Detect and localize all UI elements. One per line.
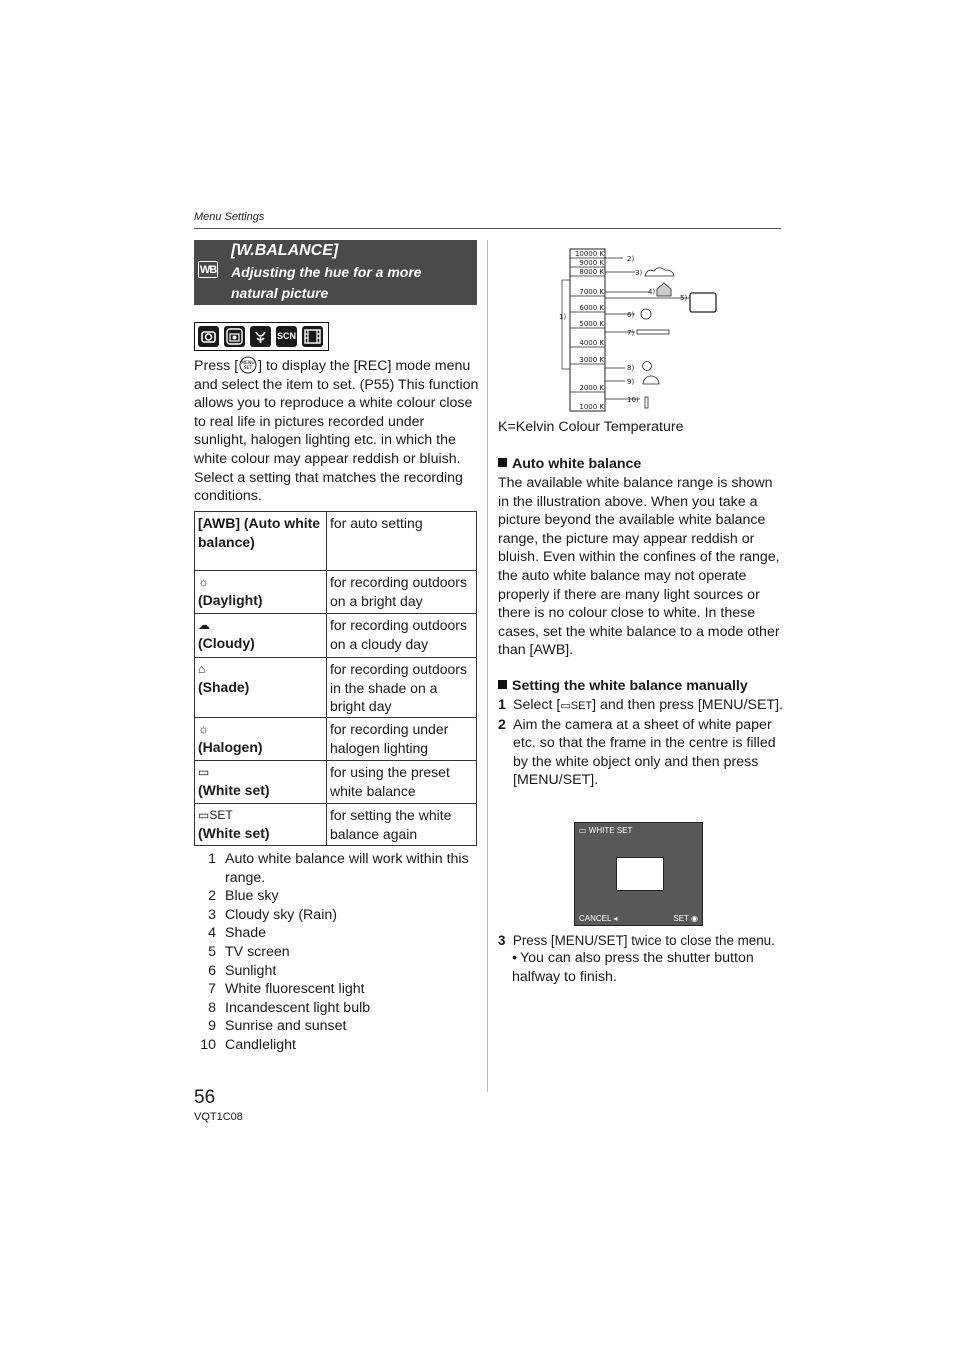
kelvin-label: 7000 K <box>579 288 604 296</box>
halogen-icon: ☼ <box>198 722 209 736</box>
setting-name: (Halogen) <box>198 739 263 755</box>
square-bullet-icon <box>498 680 507 689</box>
applicable-modes <box>194 322 329 351</box>
sunrise-icon <box>643 376 659 384</box>
list-item: 8 Incandescent light bulb <box>208 999 371 1016</box>
range-marker: 1) <box>559 313 567 321</box>
lcd-title: ▭ WHITE SET <box>579 826 633 835</box>
marker: 7) <box>627 329 635 337</box>
table-row <box>195 614 477 658</box>
white-set-icon: ▭SET <box>560 700 593 712</box>
list-item: 3 Cloudy sky (Rain) <box>208 906 337 923</box>
white-balance-table <box>194 511 477 846</box>
setting-desc: for recording outdoors in the shade on a bright day <box>327 658 477 718</box>
tv-icon <box>690 293 716 312</box>
step-2: 2 Aim the camera at a sheet of white paper etc. so that the frame in the centre is filled by the white object only and then press [MENU/SET]. <box>498 716 776 789</box>
list-item: 4 Shade <box>208 925 267 942</box>
lcd-cancel: CANCEL ◂ <box>579 914 618 923</box>
setting-desc: for auto setting <box>327 512 477 571</box>
motion-picture-mode-icon <box>302 326 323 347</box>
lcd-set: SET ◉ <box>673 914 698 923</box>
table-row <box>195 571 477 614</box>
awb-heading: Auto white balance <box>498 456 641 472</box>
simple-mode-icon <box>224 326 245 347</box>
cloudy-icon: ☁ <box>198 618 210 632</box>
list-item: 5 TV screen <box>208 943 290 960</box>
kelvin-label: 5000 K <box>579 320 604 328</box>
list-item: 2 Blue sky <box>208 888 279 905</box>
white-frame <box>616 857 664 891</box>
list-item: 9 Sunrise and sunset <box>208 1018 347 1035</box>
list-item: 7 White fluorescent light <box>208 981 365 998</box>
setting-name: (White set) <box>198 782 270 798</box>
scene-mode-icon: SCN <box>276 326 297 347</box>
white-set-icon: ▭ <box>198 765 210 779</box>
list-item: 10 Candlelight <box>200 1036 296 1053</box>
setting-desc: for setting the white balance again <box>327 804 477 846</box>
white-balance-icon: WB <box>198 261 218 278</box>
marker: 10) <box>627 396 639 404</box>
kelvin-label: 8000 K <box>579 268 604 276</box>
white-set-adjust-icon: ▭SET <box>198 808 233 822</box>
marker: 3) <box>635 269 643 277</box>
kelvin-label: 1000 K <box>579 403 604 411</box>
table-row <box>195 658 477 718</box>
svg-text:MENU: MENU <box>241 361 255 366</box>
title-banner <box>194 240 477 305</box>
marker: 9) <box>627 378 635 386</box>
setting-name: (Daylight) <box>198 592 263 608</box>
house-icon <box>657 283 671 296</box>
table-row <box>195 512 477 571</box>
section-label: Menu Settings <box>194 211 265 223</box>
awb-paragraph: The available white balance range is shown in the illustration above. When you take a picture beyond the available white balance range, the picture may appear reddish or bluish. Even within the confines of the range, the auto white balance may not operate properly if there are many light sources or there is no colour close to white. In these cases, set the white balance to a mode other than [AWB]. <box>498 475 780 659</box>
step-3: 3 Press [MENU/SET] twice to close the menu. <box>498 933 775 948</box>
marker: 6) <box>627 311 635 319</box>
kelvin-label: 10000 K <box>574 250 604 258</box>
shade-icon: ⌂ <box>198 662 206 676</box>
kelvin-label: 6000 K <box>579 304 604 312</box>
daylight-icon: ☼ <box>198 575 209 589</box>
marker: 2) <box>627 255 635 263</box>
table-row <box>195 761 477 804</box>
page-number: 56 <box>194 1087 216 1108</box>
fluorescent-icon <box>637 330 669 334</box>
kelvin-label: 4000 K <box>579 339 604 347</box>
manual-steps <box>498 696 783 790</box>
page-title: [W.BALANCE] <box>231 242 339 259</box>
kelvin-label: 2000 K <box>579 384 604 392</box>
marker: 4) <box>648 288 656 296</box>
step-3-note: • You can also press the shutter button halfway to finish. <box>512 950 754 985</box>
sun-icon <box>641 309 651 319</box>
intro-text-a: Press [ <box>194 358 239 374</box>
setting-name: (Shade) <box>198 679 250 695</box>
bulb-icon <box>643 362 652 371</box>
manual-heading: Setting the white balance manually <box>498 678 748 694</box>
setting-desc: for recording outdoors on a cloudy day <box>327 614 477 658</box>
macro-mode-icon <box>250 326 271 347</box>
legend-list <box>194 850 479 1055</box>
column-divider <box>487 240 488 1092</box>
cloud-icon <box>645 268 674 276</box>
marker: 5) <box>680 294 688 302</box>
setting-desc: for recording outdoors on a bright day <box>327 571 477 614</box>
kelvin-label: 3000 K <box>579 356 604 364</box>
list-item: 6 Sunlight <box>208 962 277 979</box>
camera-mode-icon <box>198 326 219 347</box>
marker: 8) <box>627 364 635 372</box>
table-row <box>195 718 477 761</box>
square-bullet-icon <box>498 458 507 467</box>
setting-name: [AWB] (Auto white balance) <box>195 512 327 571</box>
lcd-screen <box>574 822 703 926</box>
svg-text:SET: SET <box>243 366 253 371</box>
intro-paragraph <box>194 356 479 506</box>
kelvin-label: 9000 K <box>579 259 604 267</box>
menu-set-button-icon <box>238 356 258 374</box>
intro-text-b: ] to display the [REC] mode menu and select the item to set. (P55) This function allows you to reproduce a white colour close to real life in pictures recorded under sunlight, halogen lighting etc. in which the white colour may appear reddish or bluish. Select a setting that matches the recording conditions. <box>194 358 479 505</box>
header-rule <box>194 228 781 229</box>
kelvin-scale-diagram <box>555 244 725 414</box>
setting-desc: for recording under halogen lighting <box>327 718 477 761</box>
document-code: VQT1C08 <box>194 1111 243 1123</box>
setting-name: (Cloudy) <box>198 635 255 651</box>
kelvin-caption: K=Kelvin Colour Temperature <box>498 419 684 435</box>
setting-name: (White set) <box>198 825 270 841</box>
table-row <box>195 804 477 846</box>
page-subtitle: Adjusting the hue for a more natural picture <box>231 264 422 301</box>
list-item: 1 Auto white balance will work within this range. <box>208 851 469 886</box>
candle-icon <box>645 397 648 408</box>
step-1: 1 Select [▭SET] and then press [MENU/SET]. <box>498 697 783 713</box>
setting-desc: for using the preset white balance <box>327 761 477 804</box>
